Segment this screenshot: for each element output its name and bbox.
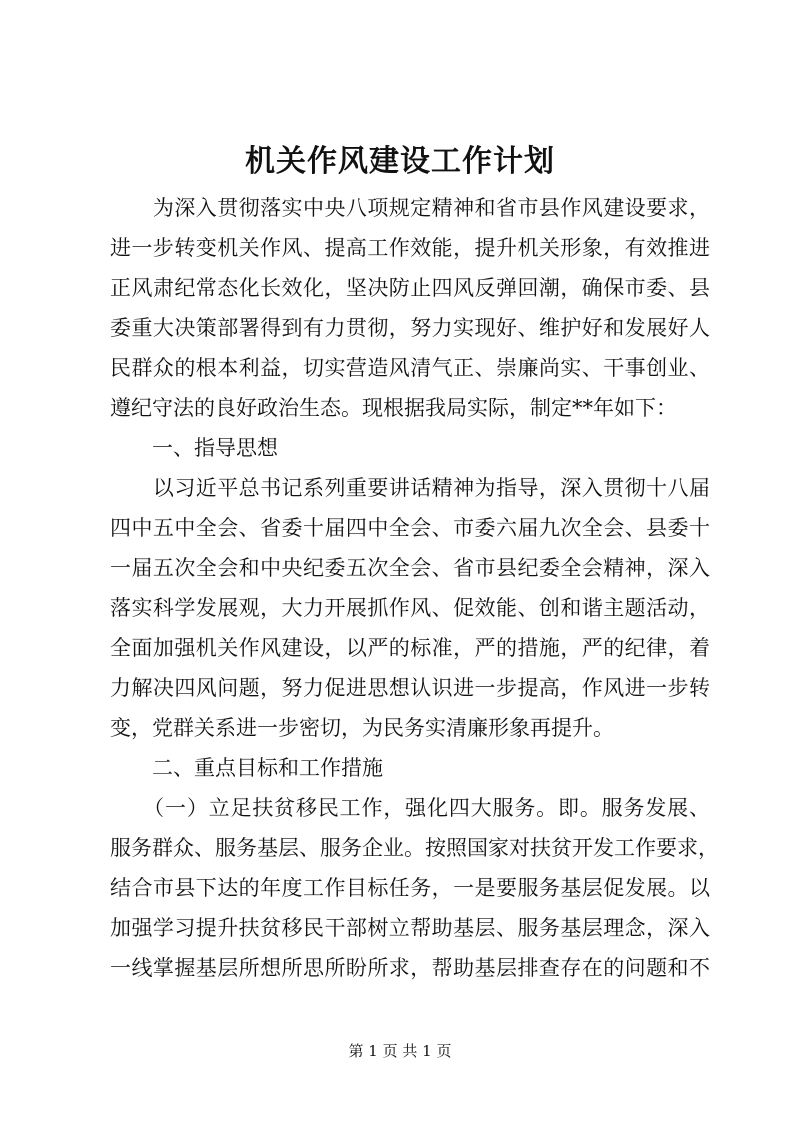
body-line: 为深入贯彻落实中央八项规定精神和省市县作风建设要求， bbox=[110, 196, 710, 220]
body-line: 服务群众、服务基层、服务企业。按照国家对扶贫开发工作要求， bbox=[110, 836, 719, 860]
body-line: 四中五中全会、省委十届四中全会、市委六届九次全会、县委十 bbox=[110, 516, 710, 540]
body-line: 变，党群关系进一步密切，为民务实清廉形象再提升。 bbox=[110, 716, 614, 740]
body-line: 以习近平总书记系列重要讲话精神为指导，深入贯彻十八届 bbox=[110, 476, 710, 500]
document-body bbox=[110, 188, 719, 988]
page-footer: 第 1 页 共 1 页 bbox=[348, 1042, 452, 1060]
section-heading: 二、重点目标和工作措施 bbox=[110, 756, 383, 780]
body-line: 正风肃纪常态化长效化，坚决防止四风反弹回潮，确保市委、县 bbox=[110, 276, 710, 300]
body-line: 结合市县下达的年度工作目标任务，一是要服务基层促发展。以 bbox=[110, 876, 710, 900]
body-line: 力解决四风问题，努力促进思想认识进一步提高，作风进一步转 bbox=[110, 676, 710, 700]
body-line: （一）立足扶贫移民工作，强化四大服务。即。服务发展、 bbox=[110, 796, 710, 820]
body-line: 一线掌握基层所想所思所盼所求，帮助基层排查存在的问题和不 bbox=[110, 956, 710, 980]
body-line: 加强学习提升扶贫移民干部树立帮助基层、服务基层理念，深入 bbox=[110, 916, 710, 940]
section-heading: 一、指导思想 bbox=[110, 436, 278, 460]
body-line: 落实科学发展观，大力开展抓作风、促效能、创和谐主题活动， bbox=[110, 596, 710, 620]
body-line: 委重大决策部署得到有力贯彻，努力实现好、维护好和发展好人 bbox=[110, 316, 710, 340]
body-line: 进一步转变机关作风、提高工作效能，提升机关形象，有效推进 bbox=[110, 236, 710, 260]
body-line: 全面加强机关作风建设，以严的标准，严的措施，严的纪律，着 bbox=[110, 636, 710, 660]
body-line: 遵纪守法的良好政治生态。现根据我局实际，制定**年如下： bbox=[110, 396, 677, 420]
body-line: 民群众的根本利益，切实营造风清气正、崇廉尚实、干事创业、 bbox=[110, 356, 710, 380]
document-title: 机关作风建设工作计划 bbox=[245, 144, 555, 179]
body-line: 一届五次全会和中央纪委五次全会、省市县纪委全会精神，深入 bbox=[110, 556, 710, 580]
